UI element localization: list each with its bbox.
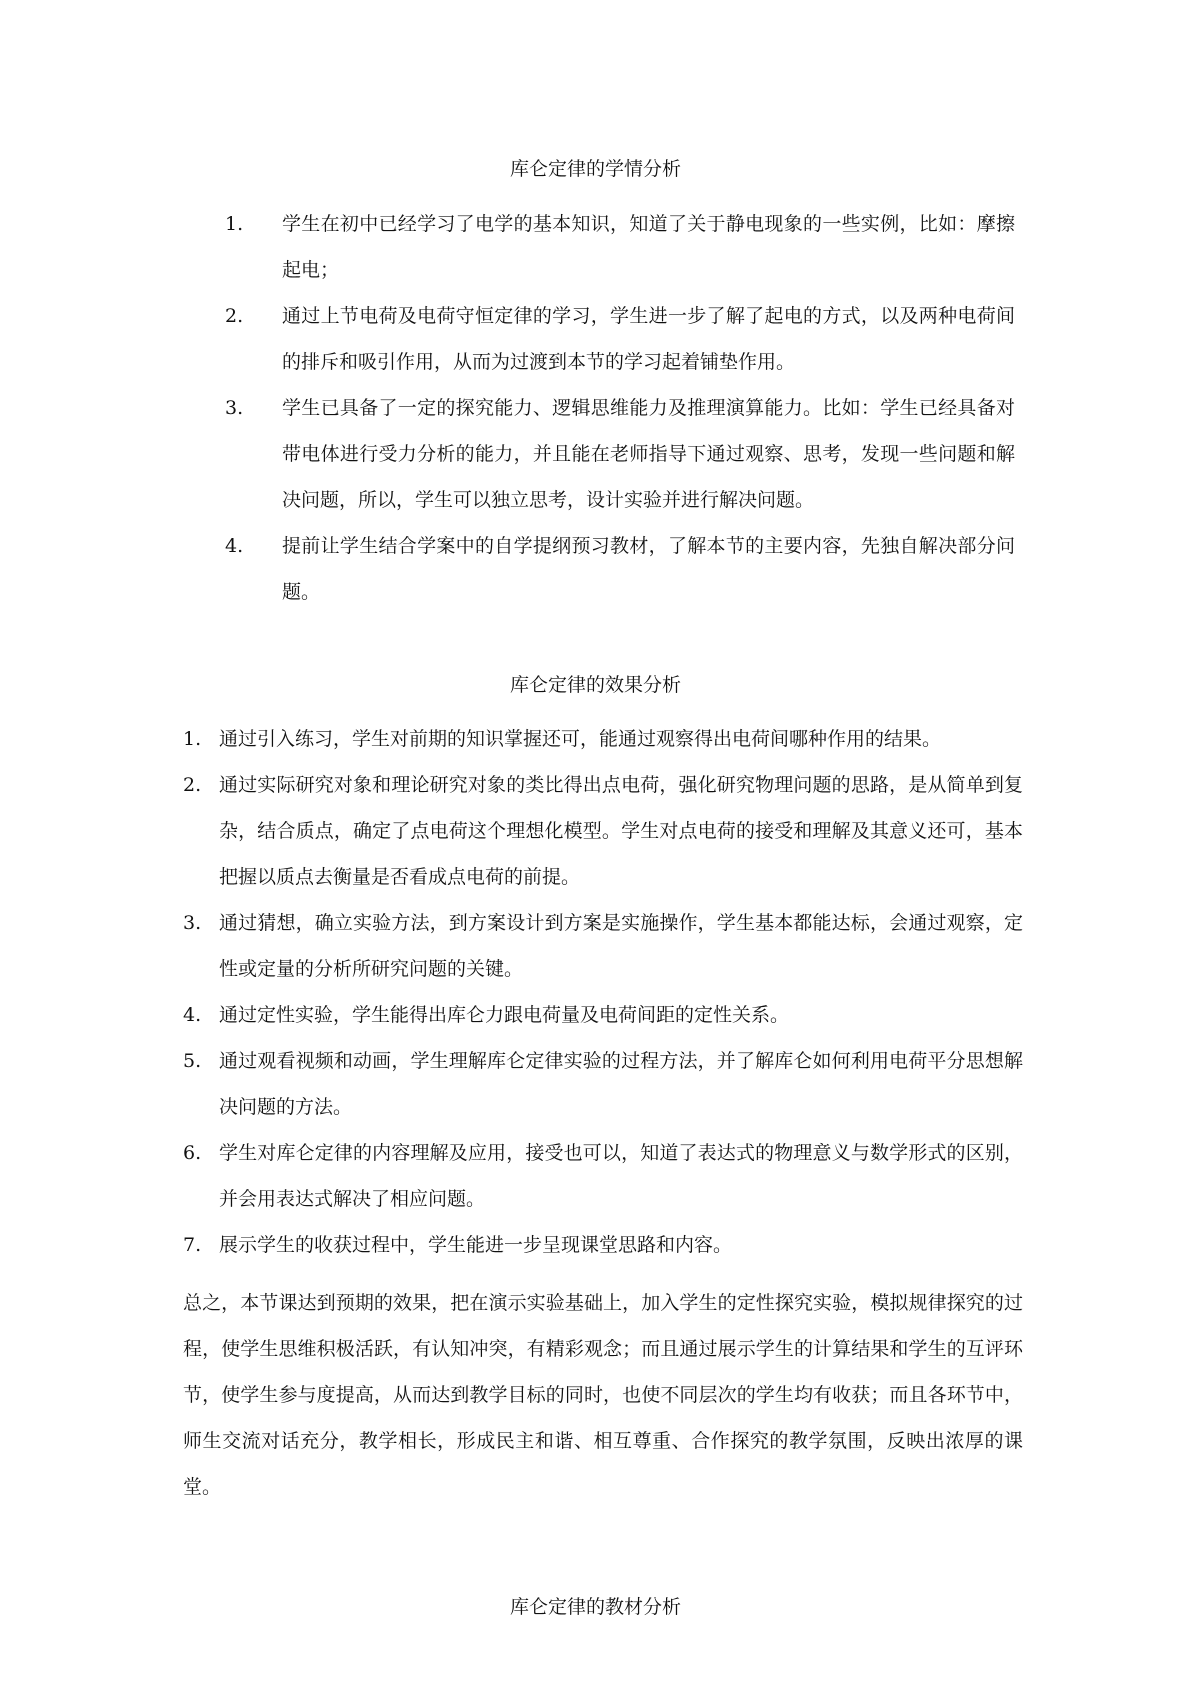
list-item-number: 7. xyxy=(183,1234,202,1256)
list-item xyxy=(225,523,1015,615)
list-item-text: 展示学生的收获过程中，学生能进一步呈现课堂思路和内容。 xyxy=(219,1234,733,1256)
list-item xyxy=(183,1222,1023,1268)
list-item-text: 通过实际研究对象和理论研究对象的类比得出点电荷，强化研究物理问题的思路，是从简单到复杂，结合质点，确定了点电荷这个理想化模型。学生对点电荷的接受和理解及其意义还可，基本把握以质点去衡量是否看成点电荷的前提。 xyxy=(219,774,1023,888)
list-item-text: 通过观看视频和动画，学生理解库仑定律实验的过程方法，并了解库仑如何利用电荷平分思想解决问题的方法。 xyxy=(219,1050,1023,1118)
list-item-text: 学生在初中已经学习了电学的基本知识，知道了关于静电现象的一些实例，比如：摩擦起电； xyxy=(282,213,1015,281)
list-item-number: 6. xyxy=(183,1142,202,1164)
list-item-text: 通过猜想，确立实验方法，到方案设计到方案是实施操作，学生基本都能达标，会通过观察，定性或定量的分析所研究问题的关键。 xyxy=(219,912,1023,980)
list-item-number: 4. xyxy=(183,1004,202,1026)
list-item-number: 2. xyxy=(183,774,202,796)
list-item-text: 通过引入练习，学生对前期的知识掌握还可，能通过观察得出电荷间哪种作用的结果。 xyxy=(219,728,942,750)
list-item xyxy=(225,201,1015,293)
list-item xyxy=(183,900,1023,992)
list-item-number: 3. xyxy=(225,397,244,419)
summary-paragraph: 总之，本节课达到预期的效果，把在演示实验基础上，加入学生的定性探究实验，模拟规律探究的过程，使学生思维积极活跃，有认知冲突，有精彩观念；而且通过展示学生的计算结果和学生的互评环节，使学生参与度提高，从而达到教学目标的同时，也使不同层次的学生均有收获；而且各环节中，师生交流对话充分，教学相长，形成民主和谐、相互尊重、合作探究的教学氛围，反映出浓厚的课堂。 xyxy=(183,1292,1023,1498)
list-item-text: 学生对库仑定律的内容理解及应用，接受也可以，知道了表达式的物理意义与数学形式的区别，并会用表达式解决了相应问题。 xyxy=(219,1142,1023,1210)
list-item xyxy=(183,1038,1023,1130)
section-title-effect-analysis: 库仑定律的效果分析 xyxy=(509,674,681,696)
list-item-number: 1. xyxy=(225,213,244,235)
list-item-text: 提前让学生结合学案中的自学提纲预习教材，了解本节的主要内容，先独自解决部分问题。 xyxy=(282,535,1015,603)
list-item xyxy=(183,992,1023,1038)
student-analysis-list xyxy=(225,201,1015,615)
section-title-textbook-analysis: 库仑定律的教材分析 xyxy=(509,1596,681,1618)
list-item-number: 1. xyxy=(183,728,202,750)
list-item-number: 5. xyxy=(183,1050,202,1072)
list-item xyxy=(183,1130,1023,1222)
list-item-text: 学生已具备了一定的探究能力、逻辑思维能力及推理演算能力。比如：学生已经具备对带电体进行受力分析的能力，并且能在老师指导下通过观察、思考，发现一些问题和解决问题，所以，学生可以独立思考，设计实验并进行解决问题。 xyxy=(282,397,1015,511)
list-item xyxy=(225,293,1015,385)
section-title-student-analysis: 库仑定律的学情分析 xyxy=(509,158,681,180)
effect-analysis-list xyxy=(183,716,1023,1268)
list-item-text: 通过定性实验，学生能得出库仑力跟电荷量及电荷间距的定性关系。 xyxy=(219,1004,790,1026)
list-item-number: 3. xyxy=(183,912,202,934)
list-item xyxy=(183,762,1023,900)
list-item xyxy=(225,385,1015,523)
list-item-number: 2. xyxy=(225,305,244,327)
list-item-number: 4. xyxy=(225,535,244,557)
list-item-text: 通过上节电荷及电荷守恒定律的学习，学生进一步了解了起电的方式，以及两种电荷间的排斥和吸引作用，从而为过渡到本节的学习起着铺垫作用。 xyxy=(282,305,1015,373)
list-item xyxy=(183,716,1023,762)
